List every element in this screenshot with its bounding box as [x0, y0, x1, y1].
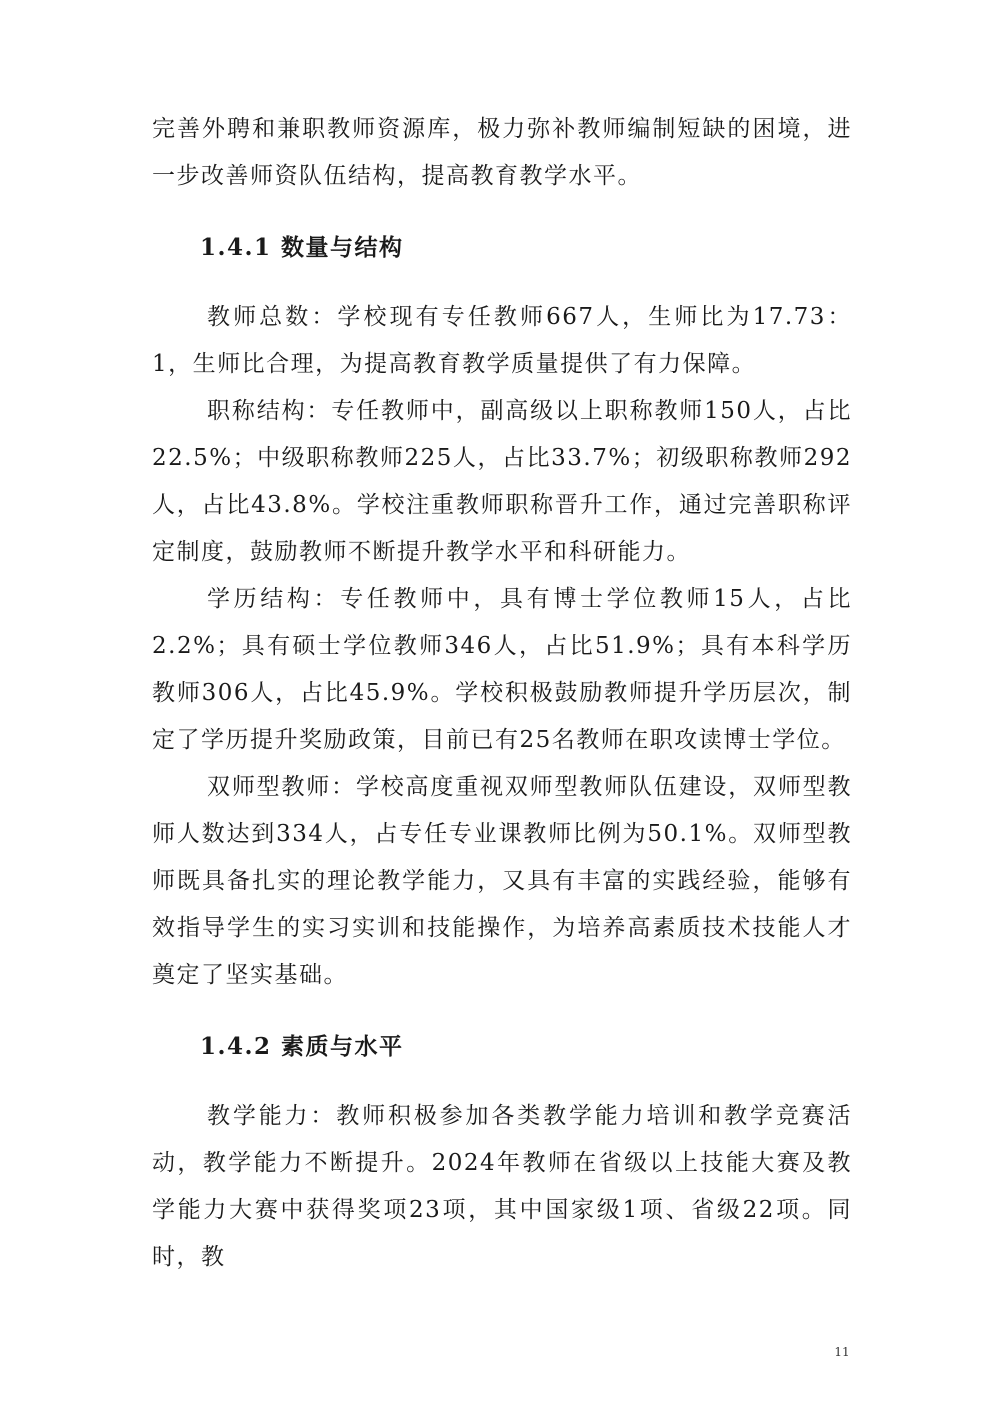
paragraph-education-structure: 学历结构：专任教师中，具有博士学位教师15人，占比2.2%；具有硕士学位教师346人，占比51.9%；具有本科学历教师306人，占比45.9%。学校积极鼓励教师提升学历层次，制定了学历提升奖励政策，目前已有25名教师在职攻读博士学位。	[152, 586, 852, 753]
paragraph-teaching-ability: 教学能力：教师积极参加各类教学能力培训和教学竞赛活动，教学能力不断提升。2024年教师在省级以上技能大赛及教学能力大赛中获得奖项23项，其中国家级1项、省级22项。同时，教	[152, 1103, 852, 1270]
section-heading-1-4-1: 1.4.1 数量与结构	[200, 234, 404, 261]
paragraph-intro-continuation: 完善外聘和兼职教师资源库，极力弥补教师编制短缺的困境，进一步改善师资队伍结构，提高教育教学水平。	[152, 116, 852, 189]
paragraph-title-structure: 职称结构：专任教师中，副高级以上职称教师150人，占比22.5%；中级职称教师225人，占比33.7%；初级职称教师292人，占比43.8%。学校注重教师职称晋升工作，通过完善职称评定制度，鼓励教师不断提升教学水平和科研能力。	[152, 398, 852, 565]
section-heading-1-4-2: 1.4.2 素质与水平	[200, 1033, 404, 1060]
paragraph-dual-teacher: 双师型教师：学校高度重视双师型教师队伍建设，双师型教师人数达到334人，占专任专业课教师比例为50.1%。双师型教师既具备扎实的理论教学能力，又具有丰富的实践经验，能够有效指导学生的实习实训和技能操作，为培养高素质技术技能人才奠定了坚实基础。	[152, 774, 852, 988]
paragraph-teacher-total: 教师总数：学校现有专任教师667人，生师比为17.73：1，生师比合理，为提高教育教学质量提供了有力保障。	[152, 304, 852, 377]
page-number: 11	[834, 1345, 850, 1359]
document-page	[152, 0, 852, 1414]
